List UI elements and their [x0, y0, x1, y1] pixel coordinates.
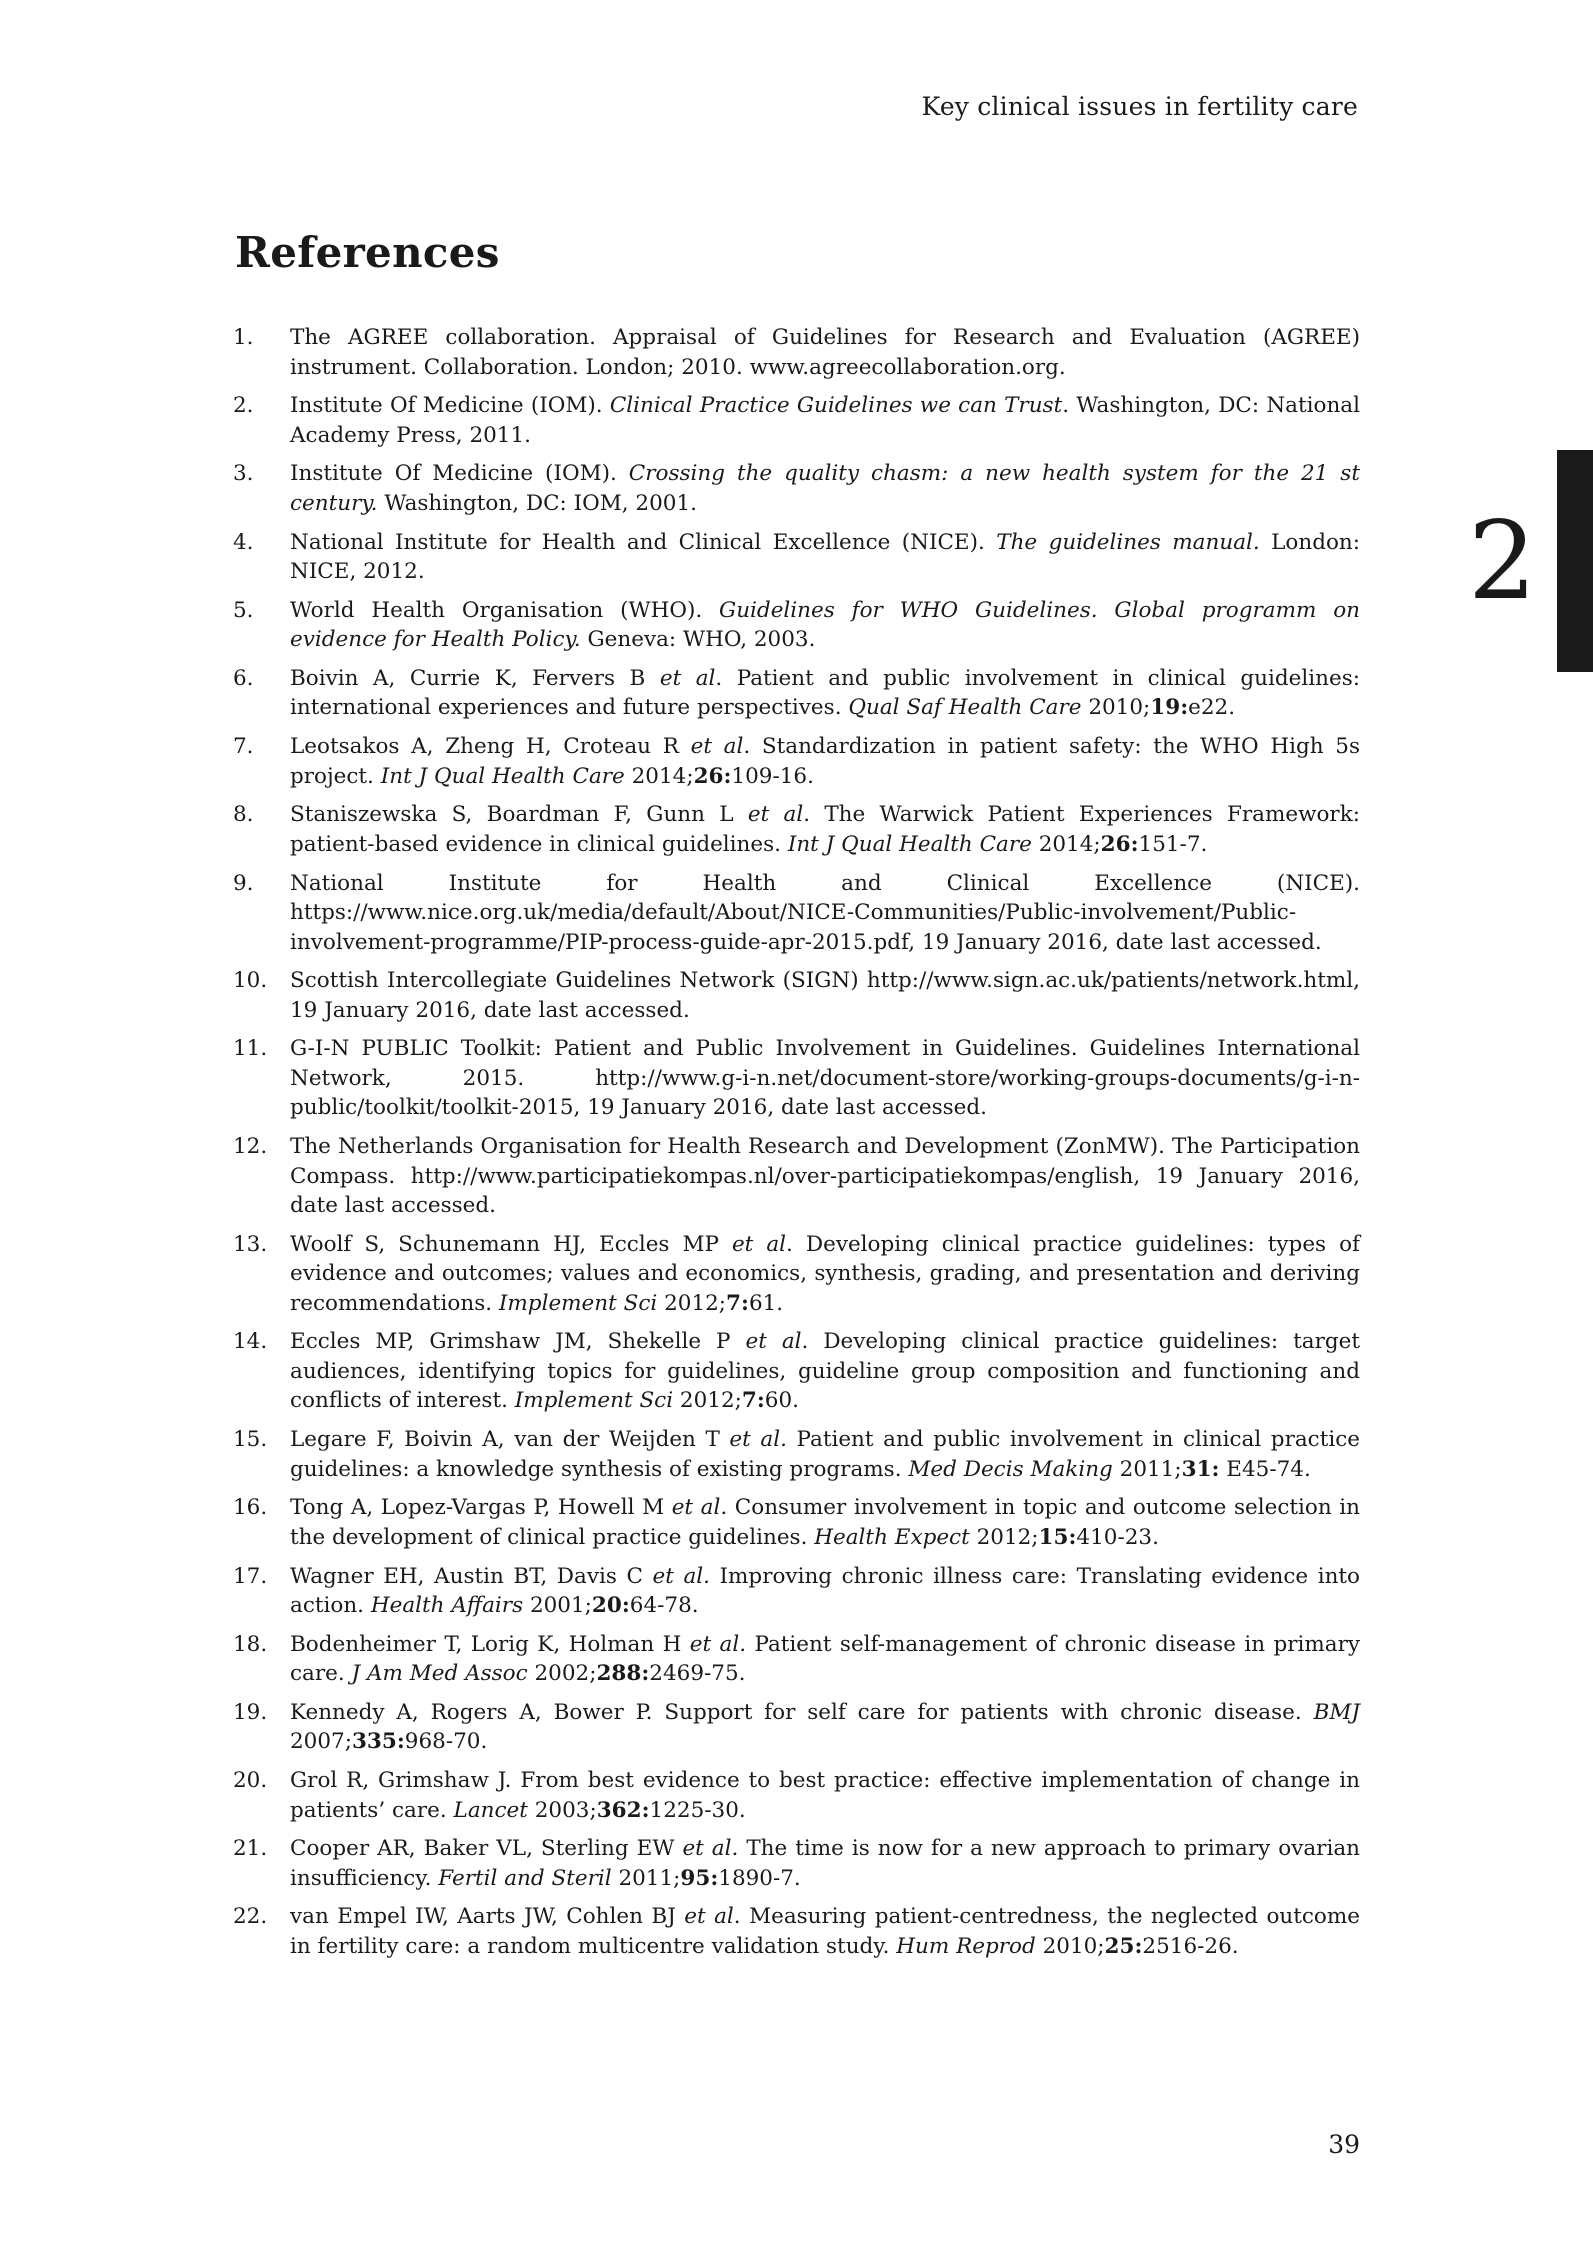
reference-item [233, 323, 1360, 382]
reference-italic-segment: Health Expect [814, 1524, 970, 1550]
reference-number: 21. [233, 1836, 268, 1862]
reference-italic-segment: J Am Med Assoc [351, 1661, 528, 1687]
reference-text [290, 1902, 1360, 1961]
reference-number: 1. [233, 325, 254, 350]
reference-segment: Patient and public involvement in clinical practice guidelines: a knowledge synthesis of existing programs. [290, 1427, 1360, 1482]
reference-italic-segment: Clinical Practice Guidelines we can Trust [609, 393, 1063, 419]
reference-segment: Woolf S, Schunemann HJ, Eccles MP [290, 1231, 732, 1257]
reference-item [233, 1562, 1360, 1621]
reference-segment: 2012; [673, 1388, 742, 1414]
reference-segment: 2012; [969, 1524, 1039, 1550]
reference-number: 3. [233, 461, 254, 487]
reference-text [290, 1630, 1360, 1689]
reference-item [233, 459, 1360, 518]
reference-italic-segment: The guidelines manual. [996, 529, 1260, 555]
reference-italic-segment: et al [659, 665, 716, 691]
reference-segment: Eccles MP, Grimshaw JM, Shekelle P [290, 1329, 746, 1355]
reference-number: 16. [233, 1495, 268, 1521]
reference-italic-segment: et al [731, 1231, 787, 1257]
reference-text [290, 459, 1360, 518]
reference-segment: Leotsakos A, Zheng H, Croteau R [290, 734, 691, 760]
reference-segment: Patient self-management of chronic disease in primary care. [290, 1631, 1360, 1687]
reference-number: 12. [233, 1134, 268, 1160]
reference-segment: 2011; [1112, 1456, 1182, 1482]
reference-italic-segment: BMJ [1313, 1699, 1360, 1725]
reference-segment: . Developing clinical practice guidelines: types of evidence and outcomes; values and economics, synthesis, grading, and presentation and deriving recommendations. [290, 1231, 1360, 1316]
reference-number: 19. [233, 1699, 268, 1725]
page-title: References [235, 228, 500, 277]
reference-italic-segment: et al [690, 734, 744, 760]
reference-item [233, 1698, 1360, 1757]
reference-item [233, 664, 1360, 723]
reference-segment: 2012; [657, 1290, 727, 1316]
reference-volume: 15: [1038, 1524, 1077, 1550]
reference-segment: e22. [1188, 695, 1236, 721]
reference-segment: 2516-26. [1142, 1933, 1239, 1959]
reference-text [290, 1766, 1360, 1825]
reference-text [290, 1425, 1360, 1484]
reference-volume: 288: [596, 1661, 650, 1687]
reference-segment: . Measuring patient-centredness, the neglected outcome in fertility care: a random multicentre validation study. [290, 1904, 1360, 1959]
reference-text [290, 1327, 1360, 1416]
reference-italic-segment: et al. [671, 1495, 728, 1521]
reference-volume: 95: [680, 1865, 719, 1891]
reference-text [290, 596, 1360, 655]
reference-segment: . Washington, DC: National Academy Press, 2011. [290, 393, 1360, 448]
reference-italic-segment: Med Decis Making [908, 1456, 1113, 1482]
reference-number: 4. [233, 529, 254, 555]
reference-number: 14. [233, 1329, 268, 1355]
reference-segment: Consumer involvement in topic and outcome selection in the development of clinical practice guidelines. [290, 1495, 1361, 1550]
reference-text [290, 1132, 1360, 1221]
reference-italic-segment: Implement Sci [514, 1388, 674, 1414]
reference-number: 11. [233, 1036, 268, 1062]
reference-segment: 61. [748, 1290, 784, 1316]
reference-segment: 968-70. [404, 1729, 488, 1755]
reference-text [290, 800, 1360, 859]
reference-italic-segment: et al. [689, 1631, 747, 1657]
reference-text [290, 323, 1360, 382]
reference-number: 2. [233, 393, 254, 419]
reference-item [233, 1630, 1360, 1689]
reference-list [233, 323, 1360, 1971]
reference-segment: G-I-N PUBLIC Toolkit: Patient and Public Involvement in Guidelines. Guidelines International Network, 2015. http://www.g-i-n.net/document-store/working-groups-documents/g-i-n-public/toolkit/toolkit-2015, 19 January 2016, date last accessed. [290, 1036, 1360, 1121]
reference-text [290, 1562, 1360, 1621]
reference-segment: 2001; [523, 1593, 592, 1618]
reference-segment: The time is now for a new approach to primary ovarian insufficiency. [290, 1836, 1361, 1891]
reference-text [290, 1834, 1360, 1893]
reference-volume: 362: [596, 1797, 650, 1823]
reference-segment: 1225-30. [649, 1797, 746, 1823]
reference-item [233, 966, 1360, 1025]
reference-item [233, 1327, 1360, 1416]
reference-item [233, 1132, 1360, 1221]
reference-segment: 2002; [527, 1661, 597, 1687]
reference-text [290, 1493, 1360, 1552]
reference-italic-segment: et al [684, 1904, 734, 1930]
page-number: 39 [1328, 2130, 1360, 2159]
reference-italic-segment: Crossing the quality chasm: a new health system for the 21 st century. [290, 461, 1360, 516]
reference-number: 5. [233, 597, 254, 623]
reference-italic-segment: Guidelines for WHO Guidelines. Global programm on evidence for Health Policy. [290, 597, 1360, 653]
reference-segment: Wagner EH, Austin BT, Davis C [290, 1563, 653, 1589]
reference-item [233, 528, 1360, 587]
reference-volume: 20: [591, 1593, 630, 1618]
reference-item [233, 1493, 1360, 1552]
reference-segment: 2011; [611, 1865, 681, 1891]
reference-segment: National Institute for Health and Clinical Excellence (NICE). https://www.nice.org.uk/media/default/About/NICE-Communities/Public-involvement/Public-involvement-programme/PIP-process-guide-apr-2015.pdf, 19 January 2016, date last accessed. [290, 870, 1360, 955]
reference-segment: 109-16. [731, 763, 814, 789]
reference-italic-segment: et al. [729, 1427, 787, 1453]
reference-segment: van Empel IW, Aarts JW, Cohlen BJ [290, 1904, 685, 1930]
reference-italic-segment: et al. [652, 1563, 710, 1589]
reference-segment: Washington, DC: IOM, 2001. [377, 490, 697, 516]
reference-segment: 2014; [1031, 831, 1101, 857]
reference-segment: National Institute for Health and Clinical Excellence (NICE). [290, 529, 997, 555]
reference-segment: 2014; [624, 763, 694, 789]
reference-number: 17. [233, 1563, 268, 1589]
reference-italic-segment: Int J Qual Health Care [380, 763, 625, 789]
reference-italic-segment: Fertil and Steril [438, 1865, 612, 1891]
reference-segment: Improving chronic illness care: Translating evidence into action. [290, 1563, 1361, 1618]
reference-text [290, 966, 1360, 1025]
reference-segment: World Health Organisation (WHO). [290, 597, 720, 623]
reference-segment: 64-78. [629, 1593, 699, 1618]
reference-number: 7. [233, 734, 254, 760]
reference-volume: 7: [726, 1290, 749, 1316]
reference-text [290, 869, 1360, 958]
reference-segment: Institute Of Medicine (IOM). [290, 393, 610, 419]
reference-segment: 60. [764, 1388, 799, 1414]
reference-segment: 2007; [290, 1729, 352, 1755]
reference-number: 18. [233, 1631, 268, 1657]
reference-number: 9. [233, 870, 254, 896]
reference-segment: The Netherlands Organisation for Health Research and Development (ZonMW). The Participation Compass. http://www.participatiekompas.nl/over-participatiekompas/english, 19 January 2016, date last accessed. [290, 1134, 1360, 1219]
reference-segment: Cooper AR, Baker VL, Sterling EW [290, 1836, 683, 1862]
chapter-tab-bar [1557, 450, 1593, 672]
reference-text [290, 528, 1360, 587]
reference-text [290, 732, 1360, 791]
reference-segment: 2010; [1035, 1933, 1105, 1959]
reference-item [233, 1902, 1360, 1961]
reference-volume: 19: [1150, 695, 1189, 721]
reference-segment: 2469-75. [649, 1661, 746, 1687]
reference-segment: 151-7. [1138, 831, 1208, 857]
reference-segment: . Standardization in patient safety: the WHO High 5s project. [290, 734, 1360, 789]
reference-segment: Grol R, Grimshaw J. From best evidence to best practice: effective implementation of change in patients’ care. [290, 1768, 1360, 1823]
reference-segment: 2003; [527, 1797, 597, 1823]
reference-item [233, 869, 1360, 958]
reference-item [233, 800, 1360, 859]
reference-text [290, 1230, 1360, 1319]
reference-segment: E45-74. [1219, 1456, 1311, 1482]
reference-item [233, 596, 1360, 655]
reference-segment: Institute Of Medicine (IOM). [290, 461, 629, 487]
reference-segment: Tong A, Lopez-Vargas P, Howell M [290, 1495, 672, 1521]
reference-segment: Kennedy A, Rogers A, Bower P. Support for self care for patients with chronic disease. [290, 1699, 1314, 1725]
reference-italic-segment: Qual Saf Health Care [848, 695, 1082, 721]
reference-item [233, 732, 1360, 791]
reference-text [290, 1034, 1360, 1123]
reference-text [290, 664, 1360, 723]
reference-text [290, 391, 1360, 450]
reference-segment: 2010; [1081, 695, 1151, 721]
reference-item [233, 1230, 1360, 1319]
reference-volume: 26: [693, 763, 732, 789]
reference-segment: The AGREE collaboration. Appraisal of Guidelines for Research and Evaluation (AGREE) instrument. Collaboration. London; 2010. www.agreecollaboration.org. [290, 325, 1360, 380]
reference-italic-segment: Implement Sci [498, 1290, 658, 1316]
reference-text [290, 1698, 1360, 1757]
reference-segment: Legare F, Boivin A, van der Weijden T [290, 1427, 730, 1453]
reference-item [233, 1034, 1360, 1123]
reference-italic-segment: et al [745, 1329, 802, 1355]
reference-number: 13. [233, 1231, 268, 1257]
reference-volume: 25: [1104, 1933, 1143, 1959]
reference-segment: Scottish Intercollegiate Guidelines Network (SIGN) http://www.sign.ac.uk/patients/network.html, 19 January 2016, date last accessed. [290, 968, 1360, 1023]
reference-number: 22. [233, 1904, 268, 1930]
reference-segment: Geneva: WHO, 2003. [580, 627, 816, 653]
reference-number: 10. [233, 968, 268, 994]
reference-item [233, 391, 1360, 450]
reference-number: 20. [233, 1768, 268, 1794]
reference-italic-segment: Lancet [453, 1797, 528, 1823]
reference-number: 15. [233, 1427, 268, 1453]
reference-italic-segment: et al [747, 802, 804, 828]
reference-number: 6. [233, 665, 254, 691]
reference-item [233, 1834, 1360, 1893]
reference-volume: 26: [1100, 831, 1139, 857]
reference-segment: 410-23. [1076, 1524, 1159, 1550]
reference-segment: 1890-7. [718, 1865, 801, 1891]
reference-italic-segment: Health Affairs [370, 1593, 524, 1618]
reference-segment: Staniszewska S, Boardman F, Gunn L [290, 802, 748, 828]
reference-italic-segment: Hum Reprod [896, 1933, 1036, 1959]
running-header: Key clinical issues in fertility care [921, 92, 1358, 121]
reference-segment: . Patient and public involvement in clinical guidelines: international experiences and future perspectives. [290, 665, 1360, 721]
reference-item [233, 1766, 1360, 1825]
reference-segment: Bodenheimer T, Lorig K, Holman H [290, 1631, 690, 1657]
reference-segment: London: NICE, 2012. [290, 529, 1361, 585]
reference-item [233, 1425, 1360, 1484]
reference-segment: Boivin A, Currie K, Fervers B [290, 665, 660, 691]
reference-segment: . The Warwick Patient Experiences Framework: patient-based evidence in clinical guidelines. [290, 802, 1360, 857]
chapter-number: 2 [1468, 499, 1537, 624]
reference-volume: 7: [741, 1388, 765, 1414]
reference-segment: . Developing clinical practice guidelines: target audiences, identifying topics for guidelines, guideline group composition and functioning and conflicts of interest. [290, 1329, 1360, 1414]
reference-italic-segment: et al. [682, 1836, 739, 1862]
reference-volume: 335: [351, 1729, 405, 1755]
reference-number: 8. [233, 802, 254, 828]
reference-volume: 31: [1181, 1456, 1220, 1482]
reference-italic-segment: Int J Qual Health Care [787, 831, 1032, 857]
